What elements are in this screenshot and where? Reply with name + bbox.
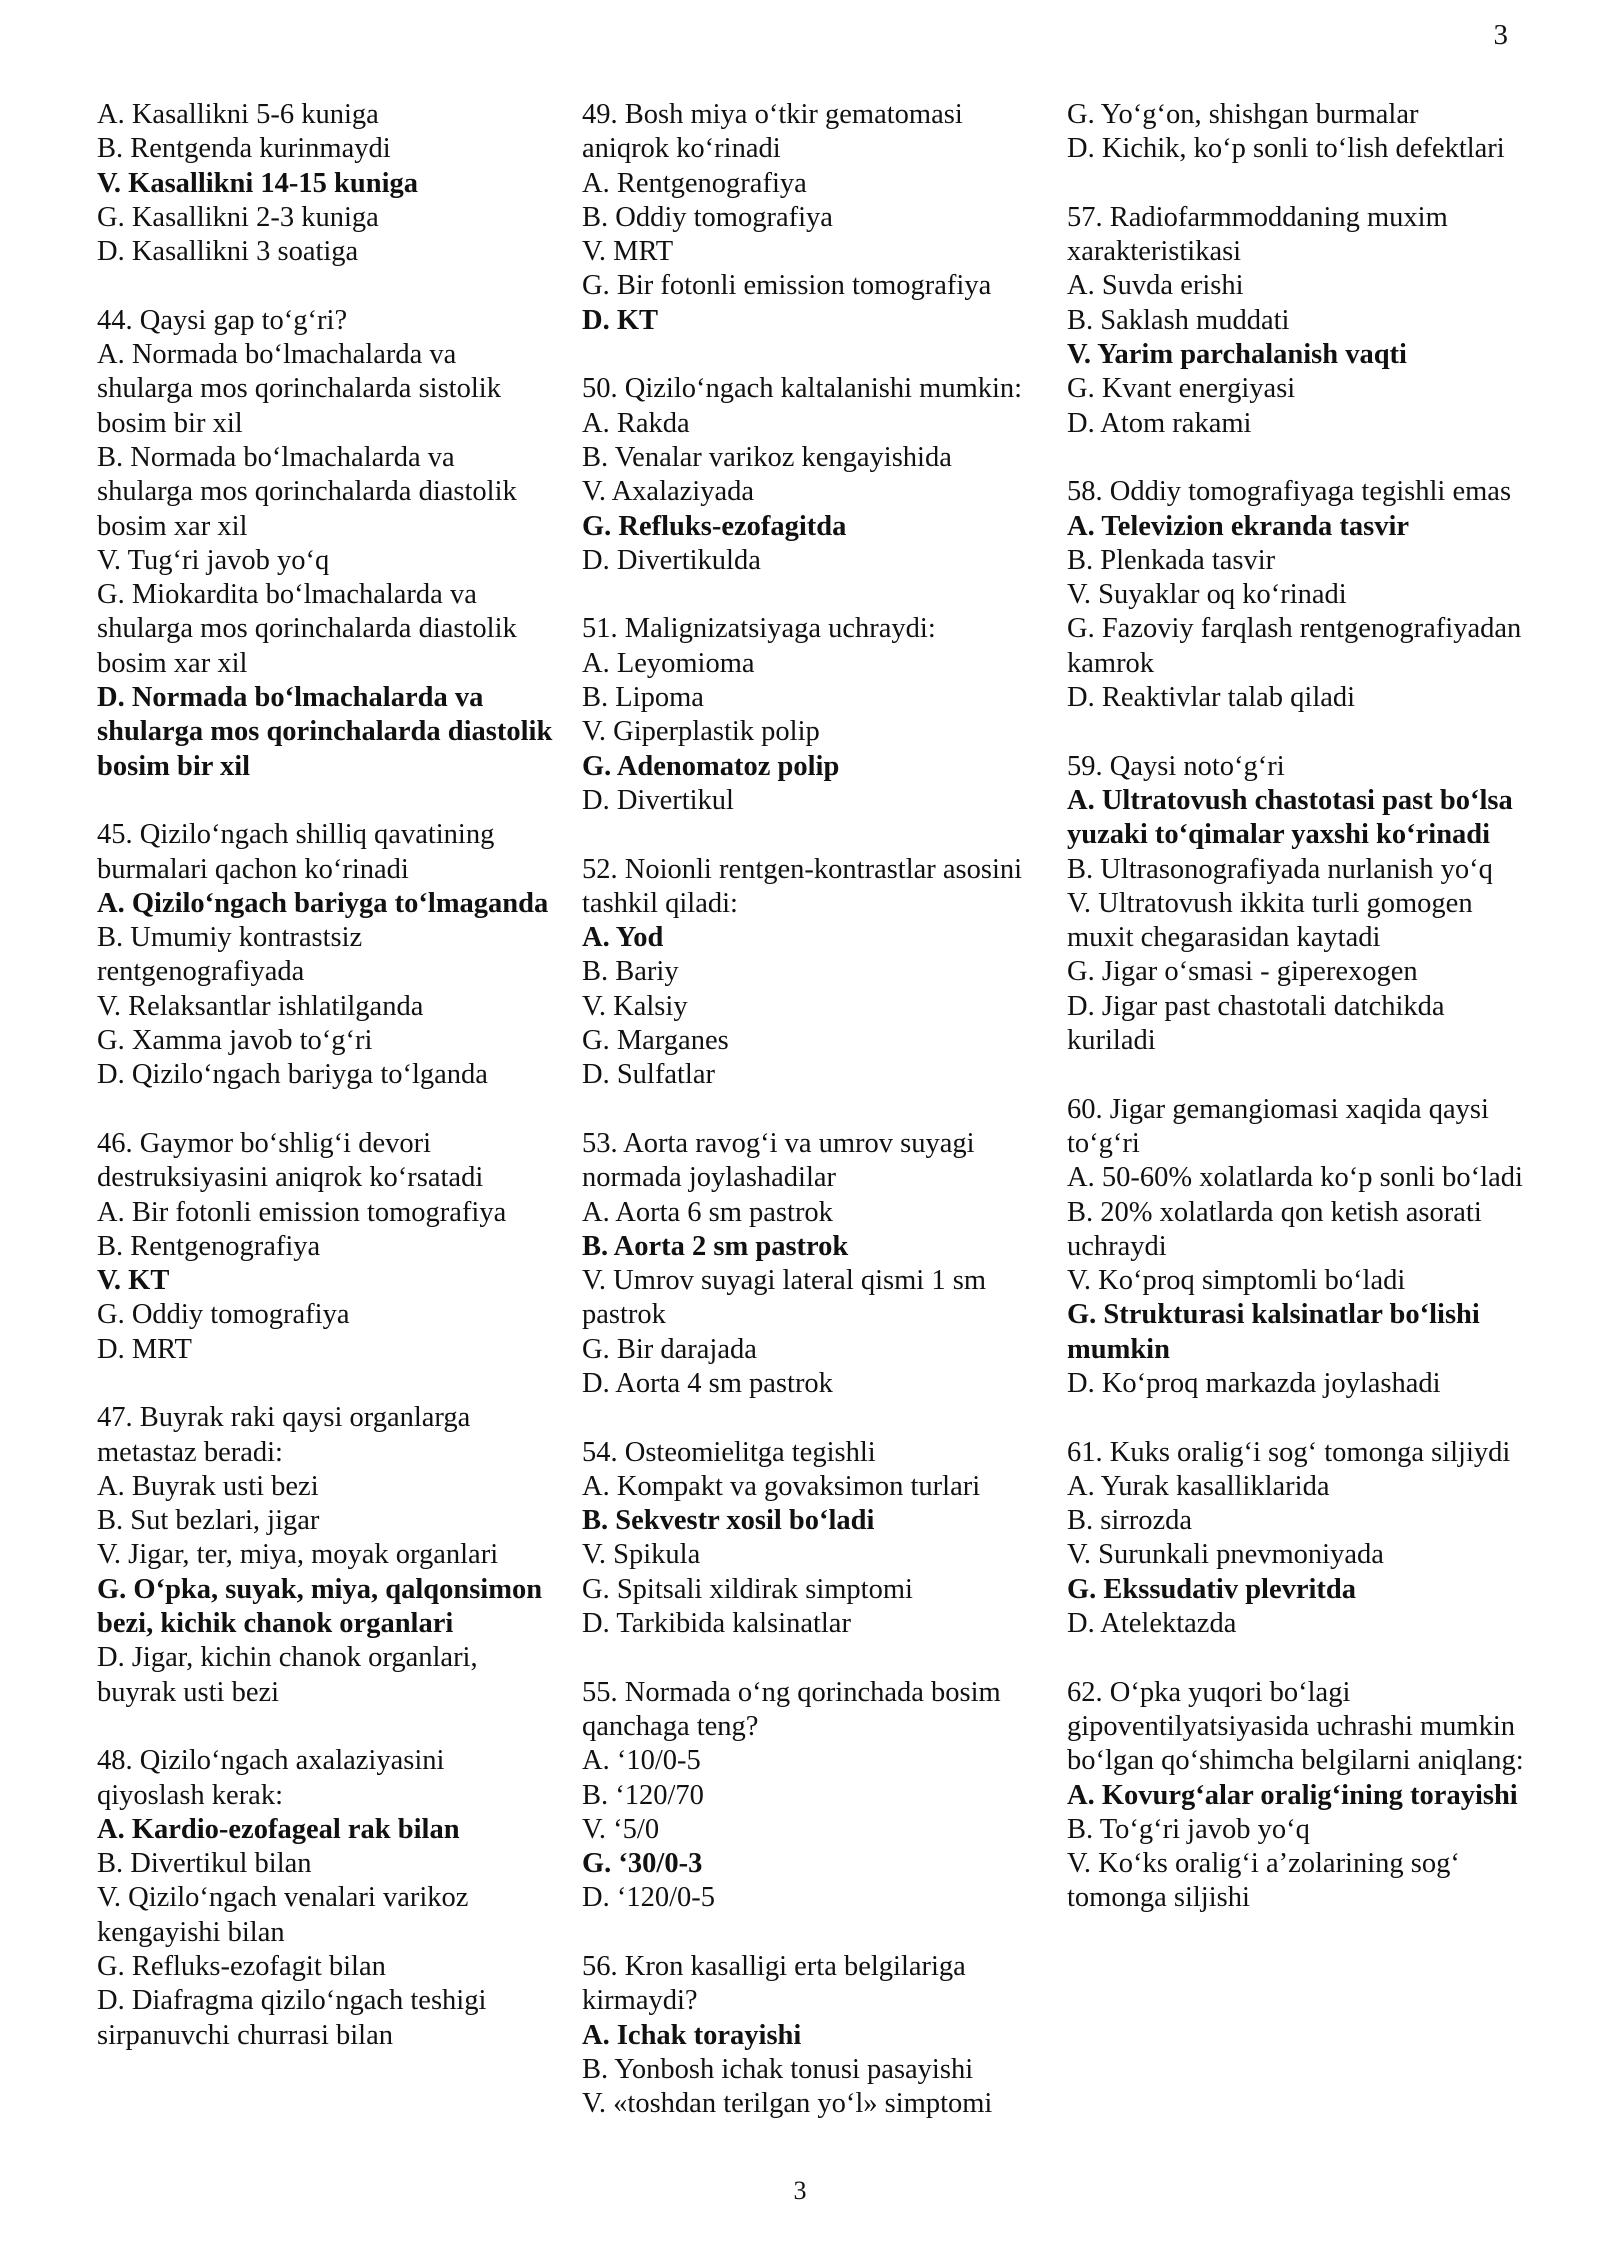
question-text: 60. Jigar gemangiomasi xaqida qaysi to‘g‘ri [1067, 1093, 1489, 1159]
answer-option: V. Kalsiy [582, 990, 688, 1022]
question-text: 59. Qaysi noto‘g‘ri [1067, 750, 1285, 782]
question-block [1067, 475, 1527, 715]
answer-option: D. Divertikulda [582, 544, 761, 576]
answer-option-correct: A. Kardio-ezofageal rak bilan [97, 1813, 460, 1845]
answer-option: B. Sut bezlari, jigar [97, 1505, 320, 1537]
answer-option: B. Yonbosh ichak tonusi pasayishi [582, 2053, 974, 2085]
question-block [582, 1950, 1042, 2121]
question-block [582, 1436, 1042, 1642]
question-block [1067, 1093, 1527, 1402]
question-block [582, 98, 1042, 338]
answer-option: A. Rakda [582, 407, 690, 439]
answer-option: G. Fazoviy farqlash rentgenografiyadan kamrok [1067, 613, 1522, 679]
question-block [1067, 201, 1527, 441]
answer-option: D. Divertikul [582, 784, 734, 816]
answer-option: D. Jigar, kichin chanok organlari, buyrak usti bezi [97, 1642, 478, 1708]
question-block [97, 98, 557, 269]
answer-option: G. Bir fotonli emission tomografiya [582, 270, 992, 302]
answer-option-correct: G. O‘pka, suyak, miya, qalqonsimon bezi, kichik chanok organlari [97, 1573, 543, 1640]
answer-option: B. Rentgenografiya [97, 1230, 321, 1262]
question-text: 49. Bosh miya o‘tkir gematomasi aniqrok ko‘rinadi [582, 99, 963, 165]
answer-option: D. Qizilo‘ngach bariyga to‘lganda [97, 1059, 488, 1091]
question-text: 57. Radiofarmmoddaning muxim xarakteristikasi [1067, 201, 1448, 268]
answer-option: D. Jigar past chastotali datchikda kuriladi [1067, 990, 1445, 1057]
answer-option: D. Diafragma qizilo‘ngach teshigi sirpanuvchi churrasi bilan [97, 1985, 487, 2051]
question-text: 55. Normada o‘ng qorinchada bosim qanchaga teng? [582, 1676, 1001, 1742]
answer-option-correct: A. Yod [582, 922, 664, 954]
answer-option: A. Leyomioma [582, 647, 755, 679]
question-block [97, 1401, 557, 1710]
question-block [582, 1127, 1042, 1401]
answer-option: G. Jigar o‘smasi - giperexogen [1067, 956, 1418, 988]
answer-option: B. To‘g‘ri javob yo‘q [1067, 1813, 1310, 1845]
page-number-bottom: 3 [793, 2176, 807, 2205]
question-text: 46. Gaymor bo‘shlig‘i devori destruksiyasini aniqrok ko‘rsatadi [97, 1127, 484, 1194]
answer-option: D. Ko‘proq markazda joylashadi [1067, 1367, 1441, 1399]
question-text: 45. Qizilo‘ngach shilliq qavatining burmalari qachon ko‘rinadi [97, 819, 495, 885]
answer-option: D. Atelektazda [1067, 1608, 1237, 1640]
answer-option: A. Normada bo‘lmachalarda va shularga mos qorinchalarda sistolik bosim bir xil [97, 339, 501, 439]
answer-option-correct: G. Strukturasi kalsinatlar bo‘lishi mumkin [1067, 1299, 1480, 1365]
answer-option: B. Plenkada tasvir [1067, 544, 1276, 576]
answer-option: A. Buyrak usti bezi [97, 1470, 319, 1502]
answer-option: V. Axalaziyada [582, 476, 755, 508]
answer-option: G. Oddiy tomografiya [97, 1299, 350, 1331]
answer-option: V. Relaksantlar ishlatilganda [97, 990, 424, 1022]
question-block [1067, 1436, 1527, 1642]
answer-option: B. Venalar varikoz kengayishida [582, 441, 952, 473]
column-1 [97, 98, 557, 2087]
answer-option: A. Yurak kasalliklarida [1067, 1470, 1330, 1502]
answer-option: V. Tug‘ri javob yo‘q [97, 544, 330, 576]
answer-option-correct: A. Ultratovush chastotasi past bo‘lsa yuzaki to‘qimalar yaxshi ko‘rinadi [1067, 784, 1513, 851]
answer-option: V. Ko‘proq simptomli bo‘ladi [1067, 1265, 1406, 1297]
answer-option: G. Refluks-ezofagit bilan [97, 1951, 386, 1983]
answer-option: V. Spikula [582, 1539, 701, 1571]
answer-option: G. Bir darajada [582, 1333, 757, 1365]
question-block [97, 304, 557, 784]
answer-option: D. Tarkibida kalsinatlar [582, 1608, 851, 1640]
question-text: 50. Qizilo‘ngach kaltalanishi mumkin: [582, 373, 1023, 405]
answer-option: A. Rentgenografiya [582, 167, 807, 199]
question-block [1067, 98, 1527, 167]
answer-option: D. ‘120/0-5 [582, 1882, 715, 1914]
question-block [97, 1744, 557, 2053]
column-2 [582, 98, 1042, 2156]
question-block [97, 1127, 557, 1367]
answer-option: D. Kichik, ko‘p sonli to‘lish defektlari [1067, 133, 1505, 165]
answer-option: V. ‘5/0 [582, 1813, 660, 1845]
question-text: 53. Aorta ravog‘i va umrov suyagi normada joylashadilar [582, 1127, 975, 1194]
answer-option: B. Oddiy tomografiya [582, 201, 833, 233]
question-block [582, 612, 1042, 818]
answer-option: D. Sulfatlar [582, 1059, 715, 1091]
answer-option: V. Surunkali pnevmoniyada [1067, 1539, 1384, 1571]
question-text: 44. Qaysi gap to‘g‘ri? [97, 304, 348, 336]
answer-option: A. ‘10/0-5 [582, 1745, 701, 1777]
answer-option-correct: G. ‘30/0-3 [582, 1848, 703, 1880]
answer-option: V. Giperplastik polip [582, 716, 820, 748]
answer-option: G. Kvant energiyasi [1067, 373, 1296, 405]
answer-option: B. Ultrasonografiyada nurlanish yo‘q [1067, 853, 1493, 885]
answer-option-correct: B. Sekvestr xosil bo‘ladi [582, 1505, 875, 1537]
answer-option-correct: G. Ekssudativ plevritda [1067, 1573, 1357, 1605]
question-text: 56. Kron kasalligi erta belgilariga kirmaydi? [582, 1951, 966, 2017]
answer-option: V. Qizilo‘ngach venalari varikoz kengayishi bilan [97, 1882, 469, 1948]
answer-option: D. Reaktivlar talab qiladi [1067, 682, 1356, 714]
answer-option: B. Bariy [582, 956, 679, 988]
answer-option: G. Marganes [582, 1025, 729, 1057]
answer-option: A. Bir fotonli emission tomografiya [97, 1196, 507, 1228]
answer-option-correct: V. Yarim parchalanish vaqti [1067, 339, 1407, 371]
question-text: 54. Osteomielitga tegishli [582, 1436, 876, 1468]
answer-option: B. Saklash muddati [1067, 304, 1290, 336]
answer-option-correct: A. Qizilo‘ngach bariyga to‘lmaganda [97, 887, 549, 919]
question-text: 62. O‘pka yuqori bo‘lagi gipoventilyatsiyasida uchrashi mumkin bo‘lgan qo‘shimcha belgilarni aniqlang: [1067, 1676, 1524, 1777]
question-block [582, 1676, 1042, 1916]
question-text: 51. Malignizatsiyaga uchraydi: [582, 613, 936, 645]
question-text: 52. Noionli rentgen-kontrastlar asosini tashkil qiladi: [582, 853, 1023, 919]
question-text: 61. Kuks oralig‘i sog‘ tomonga siljiydi [1067, 1436, 1511, 1468]
answer-option-correct: V. Kasallikni 14-15 kuniga [97, 167, 419, 199]
answer-option: B. Normada bo‘lmachalarda va shularga mos qorinchalarda diastolik bosim xar xil [97, 441, 517, 542]
answer-option: B. 20% xolatlarda qon ketish asorati uchraydi [1067, 1196, 1482, 1262]
answer-option-correct: B. Aorta 2 sm pastrok [582, 1230, 849, 1262]
answer-option: A. 50-60% xolatlarda ko‘p sonli bo‘ladi [1067, 1162, 1523, 1194]
question-block [582, 372, 1042, 578]
answer-option-correct: G. Adenomatoz polip [582, 750, 840, 782]
answer-option: D. Aorta 4 sm pastrok [582, 1367, 833, 1399]
answer-option: V. Jigar, ter, miya, moyak organlari [97, 1539, 499, 1571]
answer-option: G. Xamma javob to‘g‘ri [97, 1025, 373, 1057]
answer-option: G. Miokardita bo‘lmachalarda va shularga mos qorinchalarda diastolik bosim xar xil [97, 579, 517, 679]
answer-option: A. Kasallikni 5-6 kuniga [97, 99, 379, 130]
question-block [1067, 750, 1527, 1059]
answer-option: B. Rentgenda kurinmaydi [97, 133, 391, 165]
answer-option: V. «toshdan terilgan yo‘l» simptomi [582, 2088, 993, 2120]
column-3 [1067, 98, 1527, 1950]
answer-option: B. Divertikul bilan [97, 1848, 312, 1880]
answer-option: G. Yo‘g‘on, shishgan burmalar [1067, 99, 1419, 130]
answer-option: B. Lipoma [582, 682, 704, 714]
answer-option: G. Spitsali xildirak simptomi [582, 1573, 913, 1605]
answer-option: V. Suyaklar oq ko‘rinadi [1067, 579, 1347, 611]
answer-option: V. Ultratovush ikkita turli gomogen muxit chegarasidan kaytadi [1067, 887, 1473, 954]
answer-option: G. Kasallikni 2-3 kuniga [97, 201, 379, 233]
answer-option: B. Umumiy kontrastsiz rentgenografiyada [97, 922, 363, 988]
answer-option-correct: A. Televizion ekranda tasvir [1067, 510, 1410, 542]
answer-option: A. Kompakt va govaksimon turlari [582, 1470, 981, 1502]
answer-option: D. MRT [97, 1333, 192, 1365]
question-text: 47. Buyrak raki qaysi organlarga metastaz beradi: [97, 1402, 471, 1468]
question-text: 48. Qizilo‘ngach axalaziyasini qiyoslash kerak: [97, 1745, 445, 1811]
answer-option: B. sirrozda [1067, 1505, 1193, 1537]
answer-option: D. Kasallikni 3 soatiga [97, 236, 359, 268]
question-block [582, 853, 1042, 1093]
answer-option: A. Aorta 6 sm pastrok [582, 1196, 833, 1228]
question-text: 58. Oddiy tomografiyaga tegishli emas [1067, 476, 1512, 508]
answer-option-correct: A. Ichak torayishi [582, 2019, 802, 2051]
question-block [1067, 1676, 1527, 1916]
answer-option-correct: A. Kovurg‘alar oralig‘ining torayishi [1067, 1779, 1518, 1811]
answer-option-correct: D. Normada bo‘lmachalarda va shularga mos qorinchalarda diastolik bosim bir xil [97, 682, 553, 782]
answer-option: A. Suvda erishi [1067, 270, 1244, 302]
answer-option: V. Ko‘ks oralig‘i a’zolarining sog‘ tomonga siljishi [1067, 1848, 1460, 1914]
answer-option: D. Atom rakami [1067, 407, 1252, 439]
answer-option: V. MRT [582, 236, 674, 268]
page-number-top: 3 [1493, 19, 1508, 51]
answer-option: V. Umrov suyagi lateral qismi 1 sm pastrok [582, 1265, 986, 1331]
answer-option-correct: G. Refluks-ezofagitda [582, 510, 847, 542]
answer-option-correct: V. KT [97, 1265, 170, 1297]
question-block [97, 818, 557, 1092]
answer-option-correct: D. KT [582, 304, 659, 336]
answer-option: B. ‘120/70 [582, 1779, 704, 1811]
